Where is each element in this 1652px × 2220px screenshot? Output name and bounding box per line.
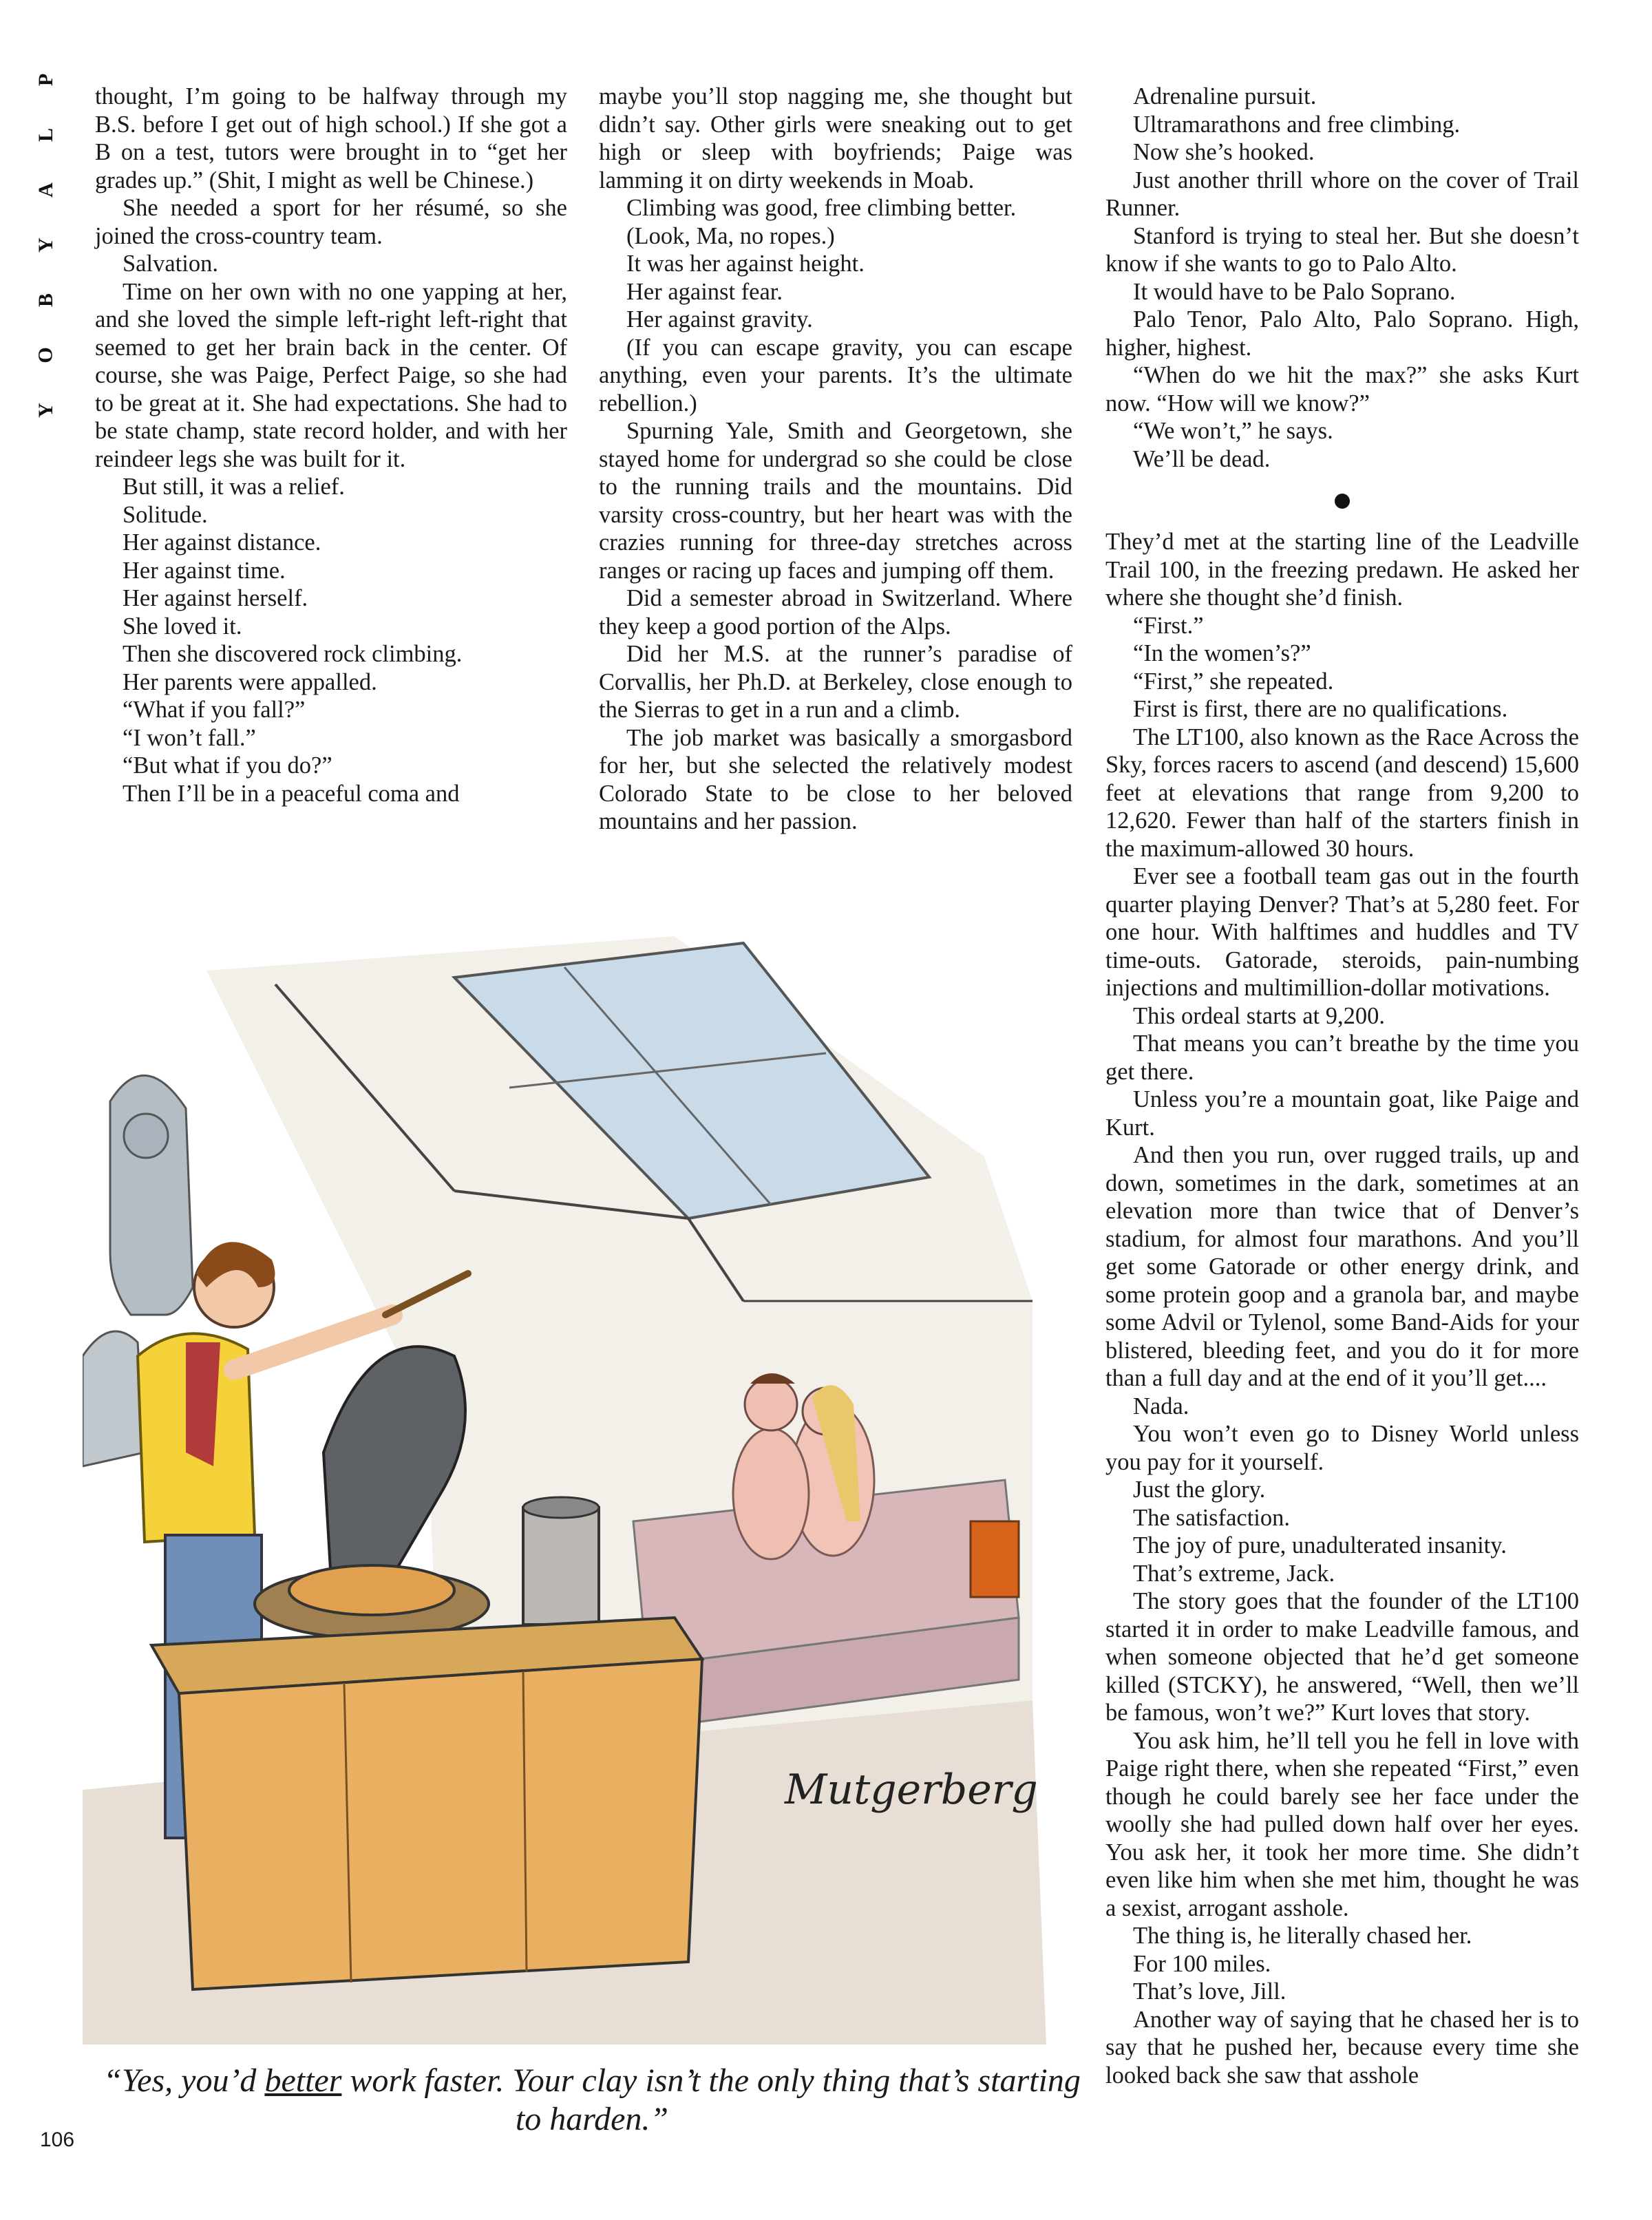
paragraph: And then you run, over rugged trails, up and down, sometimes in the dark, sometimes at an elevation more than twice that of Denver’s stadium, for almost four marathons. And you’ll get some Gatorade or other energy drink, and some protein goop and a granola bar, and maybe some Advil or Tylenol, some Band-Aids for your blistered, bleeding feet, and you do it for more than a full day and at the end of it you’ll get.... (1105, 1142, 1579, 1391)
paragraph: That’s extreme, Jack. (1133, 1560, 1335, 1587)
section-break-bullet (1335, 494, 1350, 509)
paragraph: Then she discovered rock climbing. (123, 641, 463, 667)
paragraph: The LT100, also known as the Race Across the Sky, forces racers to ascend (and descend) 15,600 feet at elevations that range from 9,200 to 12,620. Fewer than half of the starters finish in the maximum-allowed 30 hours. (1105, 723, 1579, 862)
magazine-masthead (26, 69, 67, 454)
text-column-3 (1105, 83, 1579, 2089)
cartoon-caption (96, 2062, 1088, 2139)
paragraph: The satisfaction. (1133, 1504, 1291, 1531)
paragraph: Palo Tenor, Palo Alto, Palo Soprano. High, higher, highest. (1105, 306, 1579, 361)
paragraph: Did her M.S. at the runner’s paradise of Corvallis, her Ph.D. at Berkeley, close enough to the Sierras to get in a run and a climb. (599, 641, 1072, 723)
text-column-1 (95, 83, 567, 807)
artist-signature: Mutgerberg (785, 1766, 1038, 1814)
paragraph: “First.” (1133, 612, 1204, 639)
paragraph: Stanford is trying to steal her. But she doesn’t know if she wants to go to Palo Alto. (1105, 222, 1579, 277)
paragraph: Just another thrill whore on the cover of Trail Runner. (1105, 167, 1579, 221)
masthead-letter: A (34, 182, 57, 198)
paragraph: But still, it was a relief. (123, 474, 345, 500)
paragraph: Adrenaline pursuit. (1133, 83, 1317, 109)
paragraph: (Look, Ma, no ropes.) (626, 222, 835, 249)
paragraph: This ordeal starts at 9,200. (1133, 1002, 1386, 1029)
caption-text-part: “Yes, you’d (103, 2062, 265, 2099)
paragraph: Her against time. (123, 557, 286, 584)
paragraph: That means you can’t breathe by the time you get there. (1105, 1030, 1579, 1085)
paragraph: “I won’t fall.” (123, 724, 256, 751)
paragraph: (If you can escape gravity, you can escape anything, even your parents. It’s the ultimate rebellion.) (599, 334, 1072, 416)
paragraph: You won’t even go to Disney World unless you pay for it yourself. (1105, 1421, 1579, 1475)
paragraph: It was her against height. (626, 251, 865, 277)
caption-text-part: work faster. Your clay isn’t the only thing that’s starting to harden.” (341, 2062, 1081, 2137)
paragraph: Did a semester abroad in Switzerland. Where they keep a good portion of the Alps. (599, 585, 1072, 639)
caption-underlined-word: better (264, 2062, 342, 2099)
paragraph: She loved it. (123, 613, 242, 639)
masthead-letter: Y (34, 237, 57, 253)
cartoon-illustration (83, 929, 1081, 2044)
paragraph: Her parents were appalled. (123, 668, 377, 695)
classical-statue (110, 1075, 193, 1315)
paragraph: Ultramarathons and free climbing. (1133, 111, 1461, 138)
paragraph: Salvation. (123, 251, 218, 277)
bust-statue (83, 1331, 145, 1466)
masthead-letter: B (34, 293, 57, 308)
paragraph: The joy of pure, unadulterated insanity. (1133, 1532, 1507, 1558)
paragraph: Solitude. (123, 501, 208, 528)
paragraph: They’d met at the starting line of the Leadville Trail 100, in the freezing predawn. He asked her where she thought she’d finish. (1105, 529, 1579, 611)
paragraph: It would have to be Palo Soprano. (1133, 278, 1456, 305)
paragraph: She needed a sport for her résumé, so she joined the cross-country team. (95, 195, 567, 249)
paragraph: Another way of saying that he chased her is to say that he pushed her, because every time she looked back she saw that asshole (1105, 2006, 1579, 2089)
paragraph: “What if you fall?” (123, 697, 306, 723)
paragraph: The story goes that the founder of the LT100 started it in order to make Leadville famous, and when someone objected that he’d get someone killed (STCKY), he answered, “Well, then we’ll be famous, won’t we?” Kurt loves that story. (1105, 1588, 1579, 1726)
paragraph: “We won’t,” he says. (1133, 418, 1333, 444)
paragraph: We’ll be dead. (1133, 445, 1271, 472)
masthead-letter: O (34, 347, 57, 363)
paragraph: “In the women’s?” (1133, 640, 1311, 666)
masthead-letter: L (34, 127, 57, 142)
paragraph: Ever see a football team gas out in the fourth quarter playing Denver? That’s at 5,280 feet. For one hour. With halftimes and huddles and TV time-outs. Gatorade, steroids, pain-numbing injections and multimillion-dollar motivations. (1105, 863, 1579, 1001)
paragraph: First is first, there are no qualifications. (1133, 696, 1508, 722)
paragraph: The job market was basically a smorgasbord for her, but she selected the relatively modest Colorado State to be close to her beloved mountains and her passion. (599, 724, 1072, 834)
paint-pot (523, 1508, 599, 1625)
page-number: 106 (40, 2128, 75, 2151)
paragraph: Time on her own with no one yapping at her, and she loved the simple left-right left-right that seemed to get her brain back in the center. Of course, she was Paige, Perfect Paige, so she had to be great at it. She had expectations. She had to be state champ, state record holder, and with her reindeer legs she was built for it. (95, 278, 567, 472)
paragraph: The thing is, he literally chased her. (1133, 1923, 1472, 1949)
paragraph: You ask him, he’ll tell you he fell in love with Paige right there, when she repeated “First,” even though he could barely see her face under the woolly she had pulled down half over her eyes. You ask her, it took her more time. She didn’t even like him when she met him, thought he was a sexist, arrogant asshole. (1105, 1727, 1579, 1921)
paragraph: “When do we hit the max?” she asks Kurt now. “How will we know?” (1105, 362, 1579, 416)
paragraph: Spurning Yale, Smith and Georgetown, she stayed home for undergrad so she could be close to the running trails and the mountains. Did varsity cross-country, but her heart was with the crazies running for three-day stretches across ranges or racing up faces and jumping off them. (599, 418, 1072, 584)
paragraph: thought, I’m going to be halfway through my B.S. before I get out of high school.) If she got a B on a test, tutors were brought in to “get her grades up.” (Shit, I might as well be Chinese.) (95, 83, 567, 193)
masthead-letter: Y (34, 403, 57, 418)
paragraph: “First,” she repeated. (1133, 668, 1334, 695)
paragraph: “But what if you do?” (123, 752, 332, 779)
paragraph: Her against herself. (123, 585, 308, 611)
paragraph: Unless you’re a mountain goat, like Paige and Kurt. (1105, 1086, 1579, 1141)
paragraph: For 100 miles. (1133, 1950, 1271, 1977)
paragraph: Just the glory. (1133, 1477, 1266, 1503)
paragraph: Her against gravity. (626, 306, 813, 332)
masthead-letter: P (34, 73, 57, 87)
text-column-2 (599, 83, 1072, 836)
paragraph: Now she’s hooked. (1133, 139, 1315, 165)
paragraph: Nada. (1133, 1393, 1189, 1419)
paragraph: maybe you’ll stop nagging me, she thought but didn’t say. Other girls were sneaking out to get high or sleep with boyfriends; Paige was lamming it on dirty weekends in Moab. (599, 83, 1072, 193)
paragraph: Then I’ll be in a peaceful coma and (123, 780, 460, 807)
chair-with-clothes (971, 1521, 1019, 1597)
paragraph: Her against fear. (626, 278, 783, 305)
paragraph: That’s love, Jill. (1133, 1978, 1286, 2005)
paragraph: Climbing was good, free climbing better. (626, 195, 1017, 221)
paragraph: Her against distance. (123, 529, 321, 556)
